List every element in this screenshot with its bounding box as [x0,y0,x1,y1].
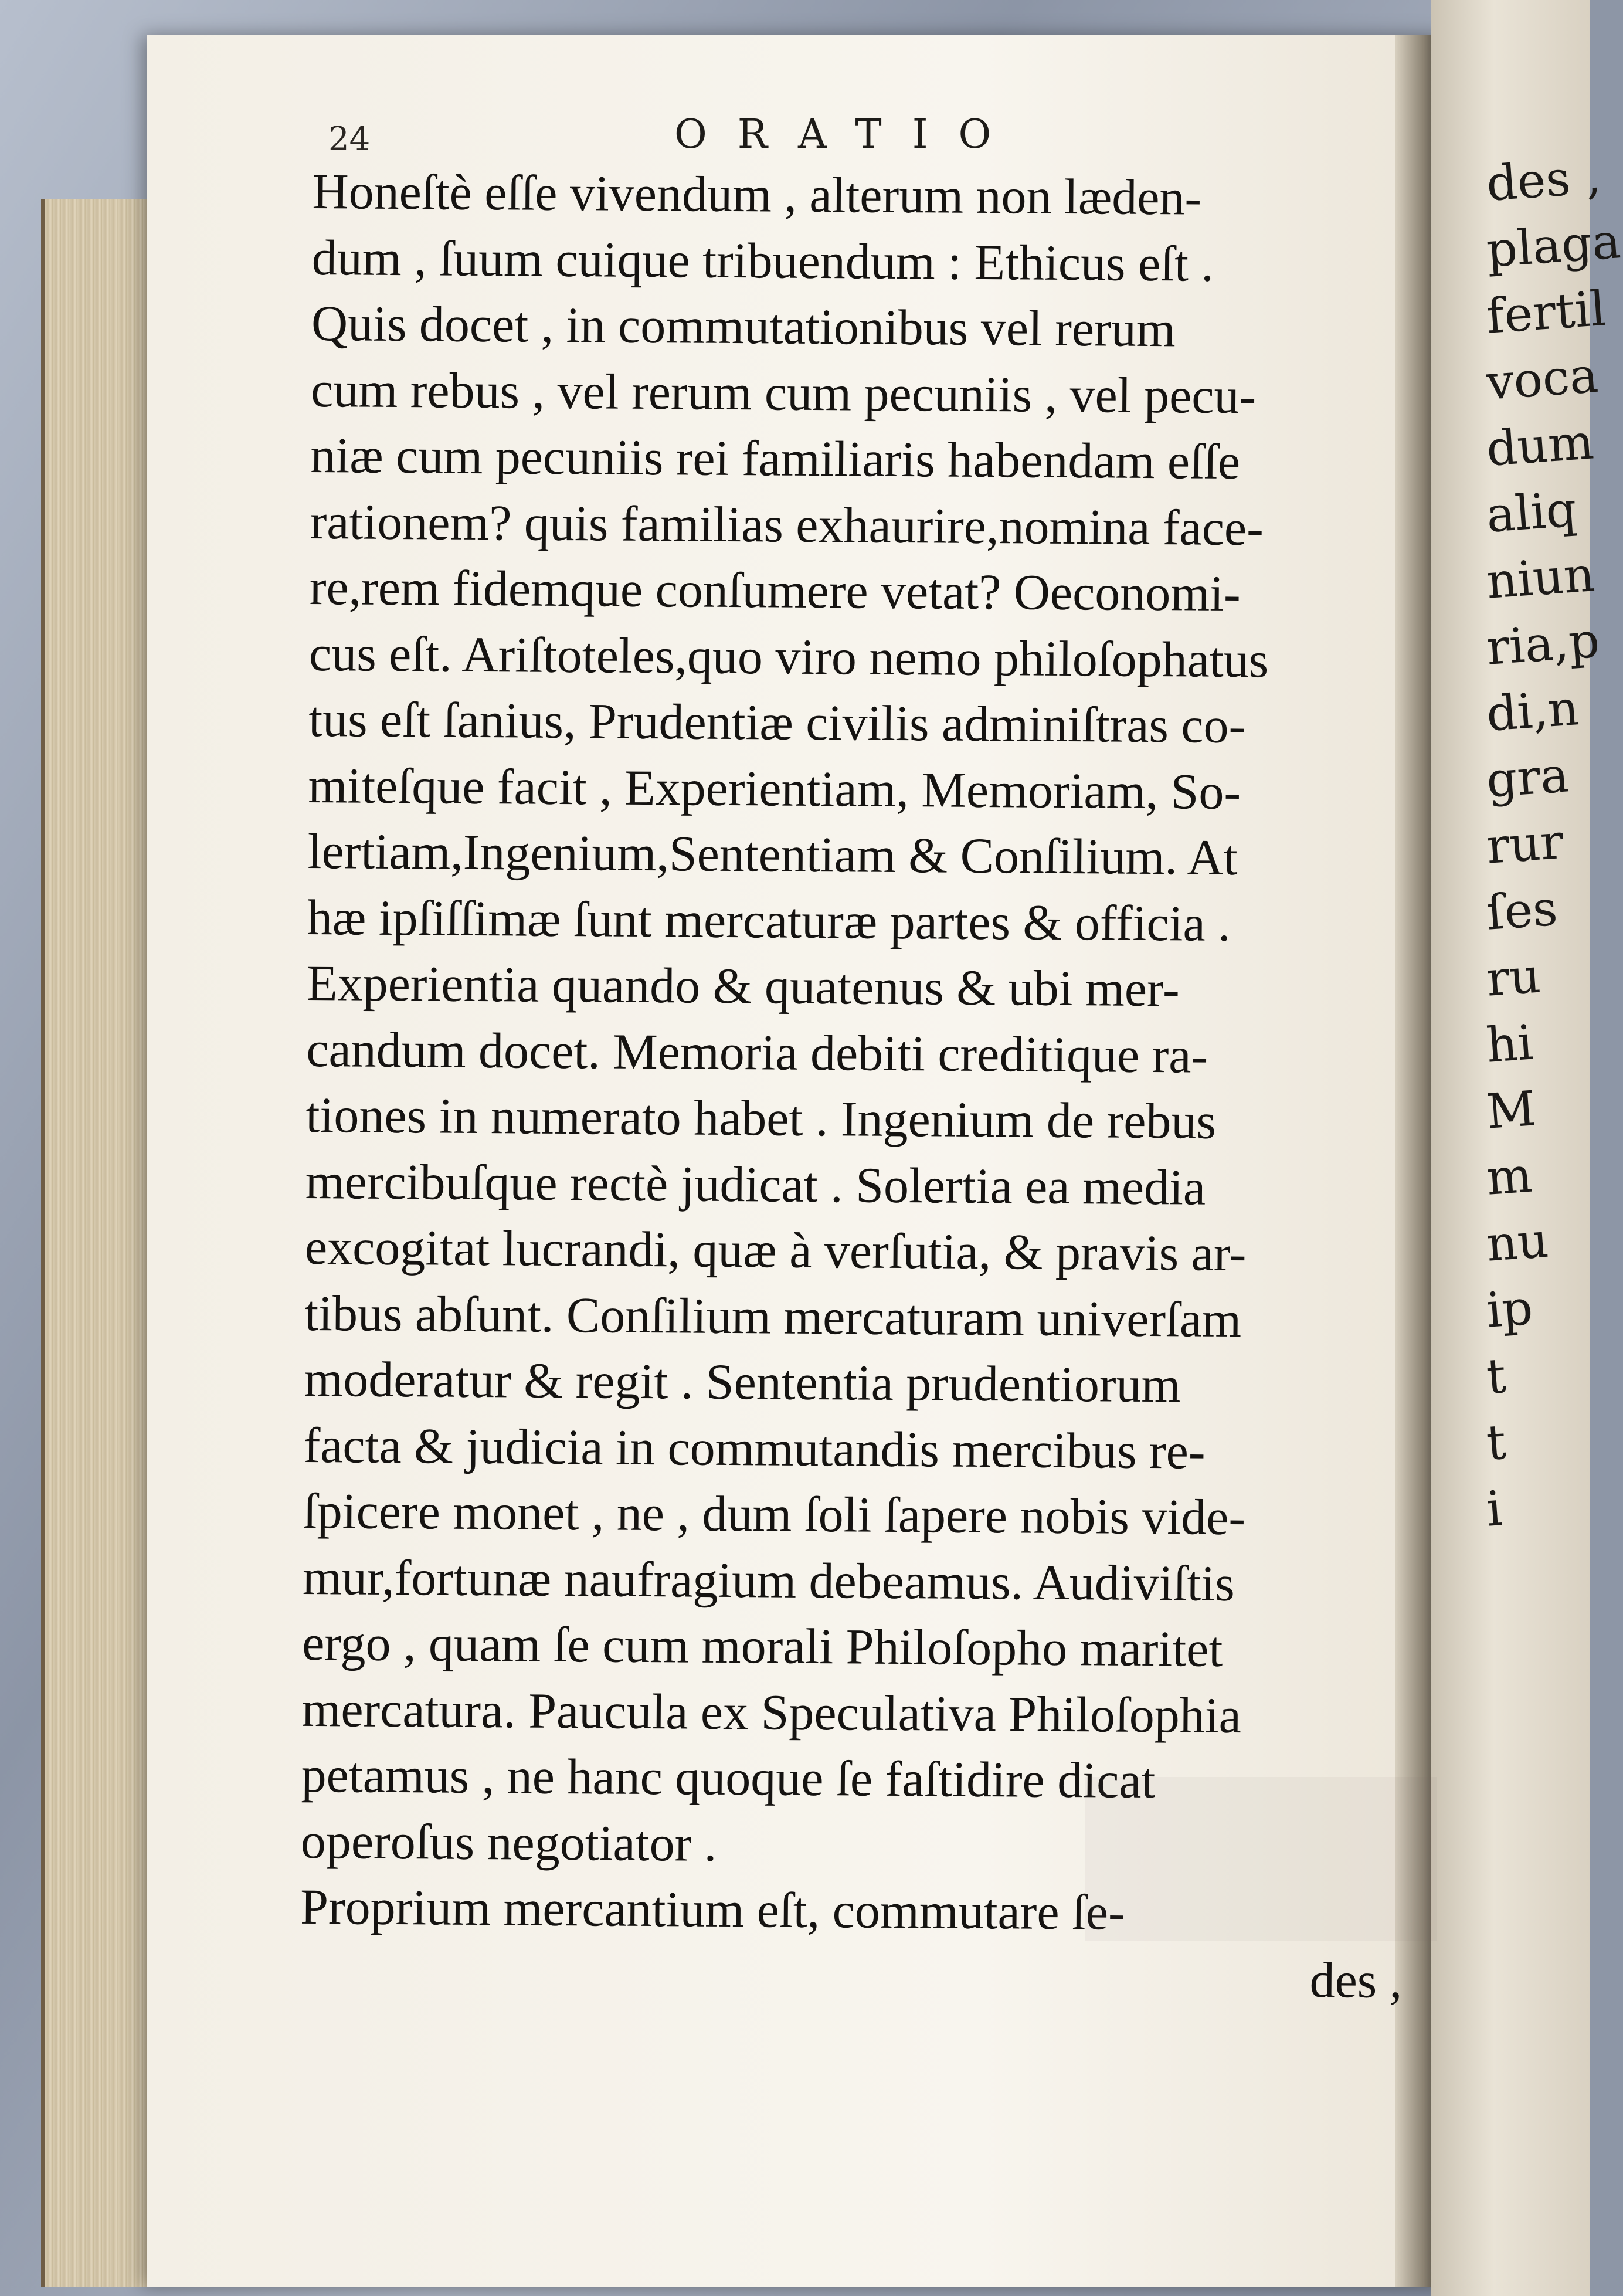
facing-page-fragment: fertil [1484,280,1608,345]
text-line: petamus , ne hanc quoque ſe faſtidire dicat [301,1746,1156,1809]
text-line: rationem? quis familias exhaurire,nomina face- [310,493,1264,556]
facing-page-fragment: dum [1484,414,1596,477]
text-line: moderatur & regit . Sententia prudentiorum [304,1350,1181,1413]
text-line: niæ cum pecuniis rei familiaris habendam eſſe [310,426,1241,490]
text-line: Honeſtè eſſe vivendum , alterum non læden- [312,162,1202,226]
text-line: hæ ipſiſſimæ ſunt mercaturæ partes & officia . [307,888,1231,952]
facing-page-fragment: i [1484,1481,1504,1538]
text-line: miteſque facit , Experientiam, Memoriam, So- [308,757,1241,820]
text-line: mercibuſque rectè judicat . Solertia ea media [305,1152,1206,1216]
show-through-shadow [1085,1777,1437,1941]
text-line: ergo , quam ſe cum morali Philoſopho maritet [301,1614,1223,1677]
facing-page-fragment: plaga [1484,213,1623,279]
facing-page-fragment: nu [1484,1212,1550,1273]
text-line: tibus abſunt. Conſilium mercaturam univerſam [304,1284,1242,1348]
text-line: tus eſt ſanius, Prudentiæ civilis adminiſtras co- [308,690,1246,754]
facing-page-fragment: des , [1484,148,1603,212]
text-line: candum docet. Memoria debiti creditique ra- [306,1020,1208,1084]
text-line: mercatura. Paucula ex Speculativa Philoſophia [301,1680,1242,1744]
facing-page-fragment: ſes [1484,880,1560,941]
facing-page-fragment: rur [1484,813,1566,875]
text-line: Quis docet , in commutationibus vel rerum [311,294,1176,358]
facing-page-fragment: niun [1484,547,1597,610]
text-line: facta & judicia in commutandis mercibus re- [303,1416,1206,1480]
catchword: des , [1309,1951,1403,2009]
facing-page-fragment: m [1484,1147,1534,1206]
text-line: Experientia quando & quatenus & ubi mer- [306,954,1180,1018]
facing-page-fragment: t [1484,1414,1508,1471]
facing-page-fragment: t [1484,1348,1508,1405]
facing-page-text [1486,147,1621,1538]
text-line: re,rem fidemque conſumere vetat? Oeconomi- [309,558,1241,622]
facing-page-fragment: ru [1484,948,1543,1008]
page-number: 24 [328,120,371,158]
facing-page-fragment: ria,p [1484,612,1601,676]
text-line: lertiam,Ingenium,Sententiam & Conſilium. At [307,822,1238,886]
facing-page-fragment: di,n [1484,680,1581,742]
facing-page [1431,0,1623,2296]
body-text [300,158,1415,2013]
running-head: ORATIO [674,111,1022,158]
facing-page-fragment: aliq [1484,481,1579,544]
text-line: Proprium mercantium eſt, commutare ſe- [300,1878,1126,1941]
text-line: dum , ſuum cuique tribuendum : Ethicus eſt . [311,229,1214,292]
text-line: mur,fortunæ naufragium debeamus. Audiviſtis [302,1548,1235,1612]
facing-page-fragment: M [1484,1081,1538,1140]
facing-page-fragment: gra [1484,747,1571,809]
text-line: excogitat lucrandi, quæ à verſutia, & pravis ar- [304,1218,1247,1282]
facing-page-fragment: voca [1484,347,1600,411]
text-line: operoſus negotiator . [300,1812,717,1872]
facing-page-fragment: hi [1484,1015,1535,1074]
text-line: cus eſt. Ariſtoteles,quo viro nemo philoſophatus [308,625,1269,688]
text-line: ſpicere monet , ne , dum ſoli ſapere nobis vide- [303,1482,1246,1546]
facing-page-fragment: ip [1484,1280,1535,1339]
text-line: cum rebus , vel rerum cum pecuniis , vel pecu- [310,361,1257,424]
text-line: tiones in numerato habet . Ingenium de rebus [305,1086,1217,1149]
